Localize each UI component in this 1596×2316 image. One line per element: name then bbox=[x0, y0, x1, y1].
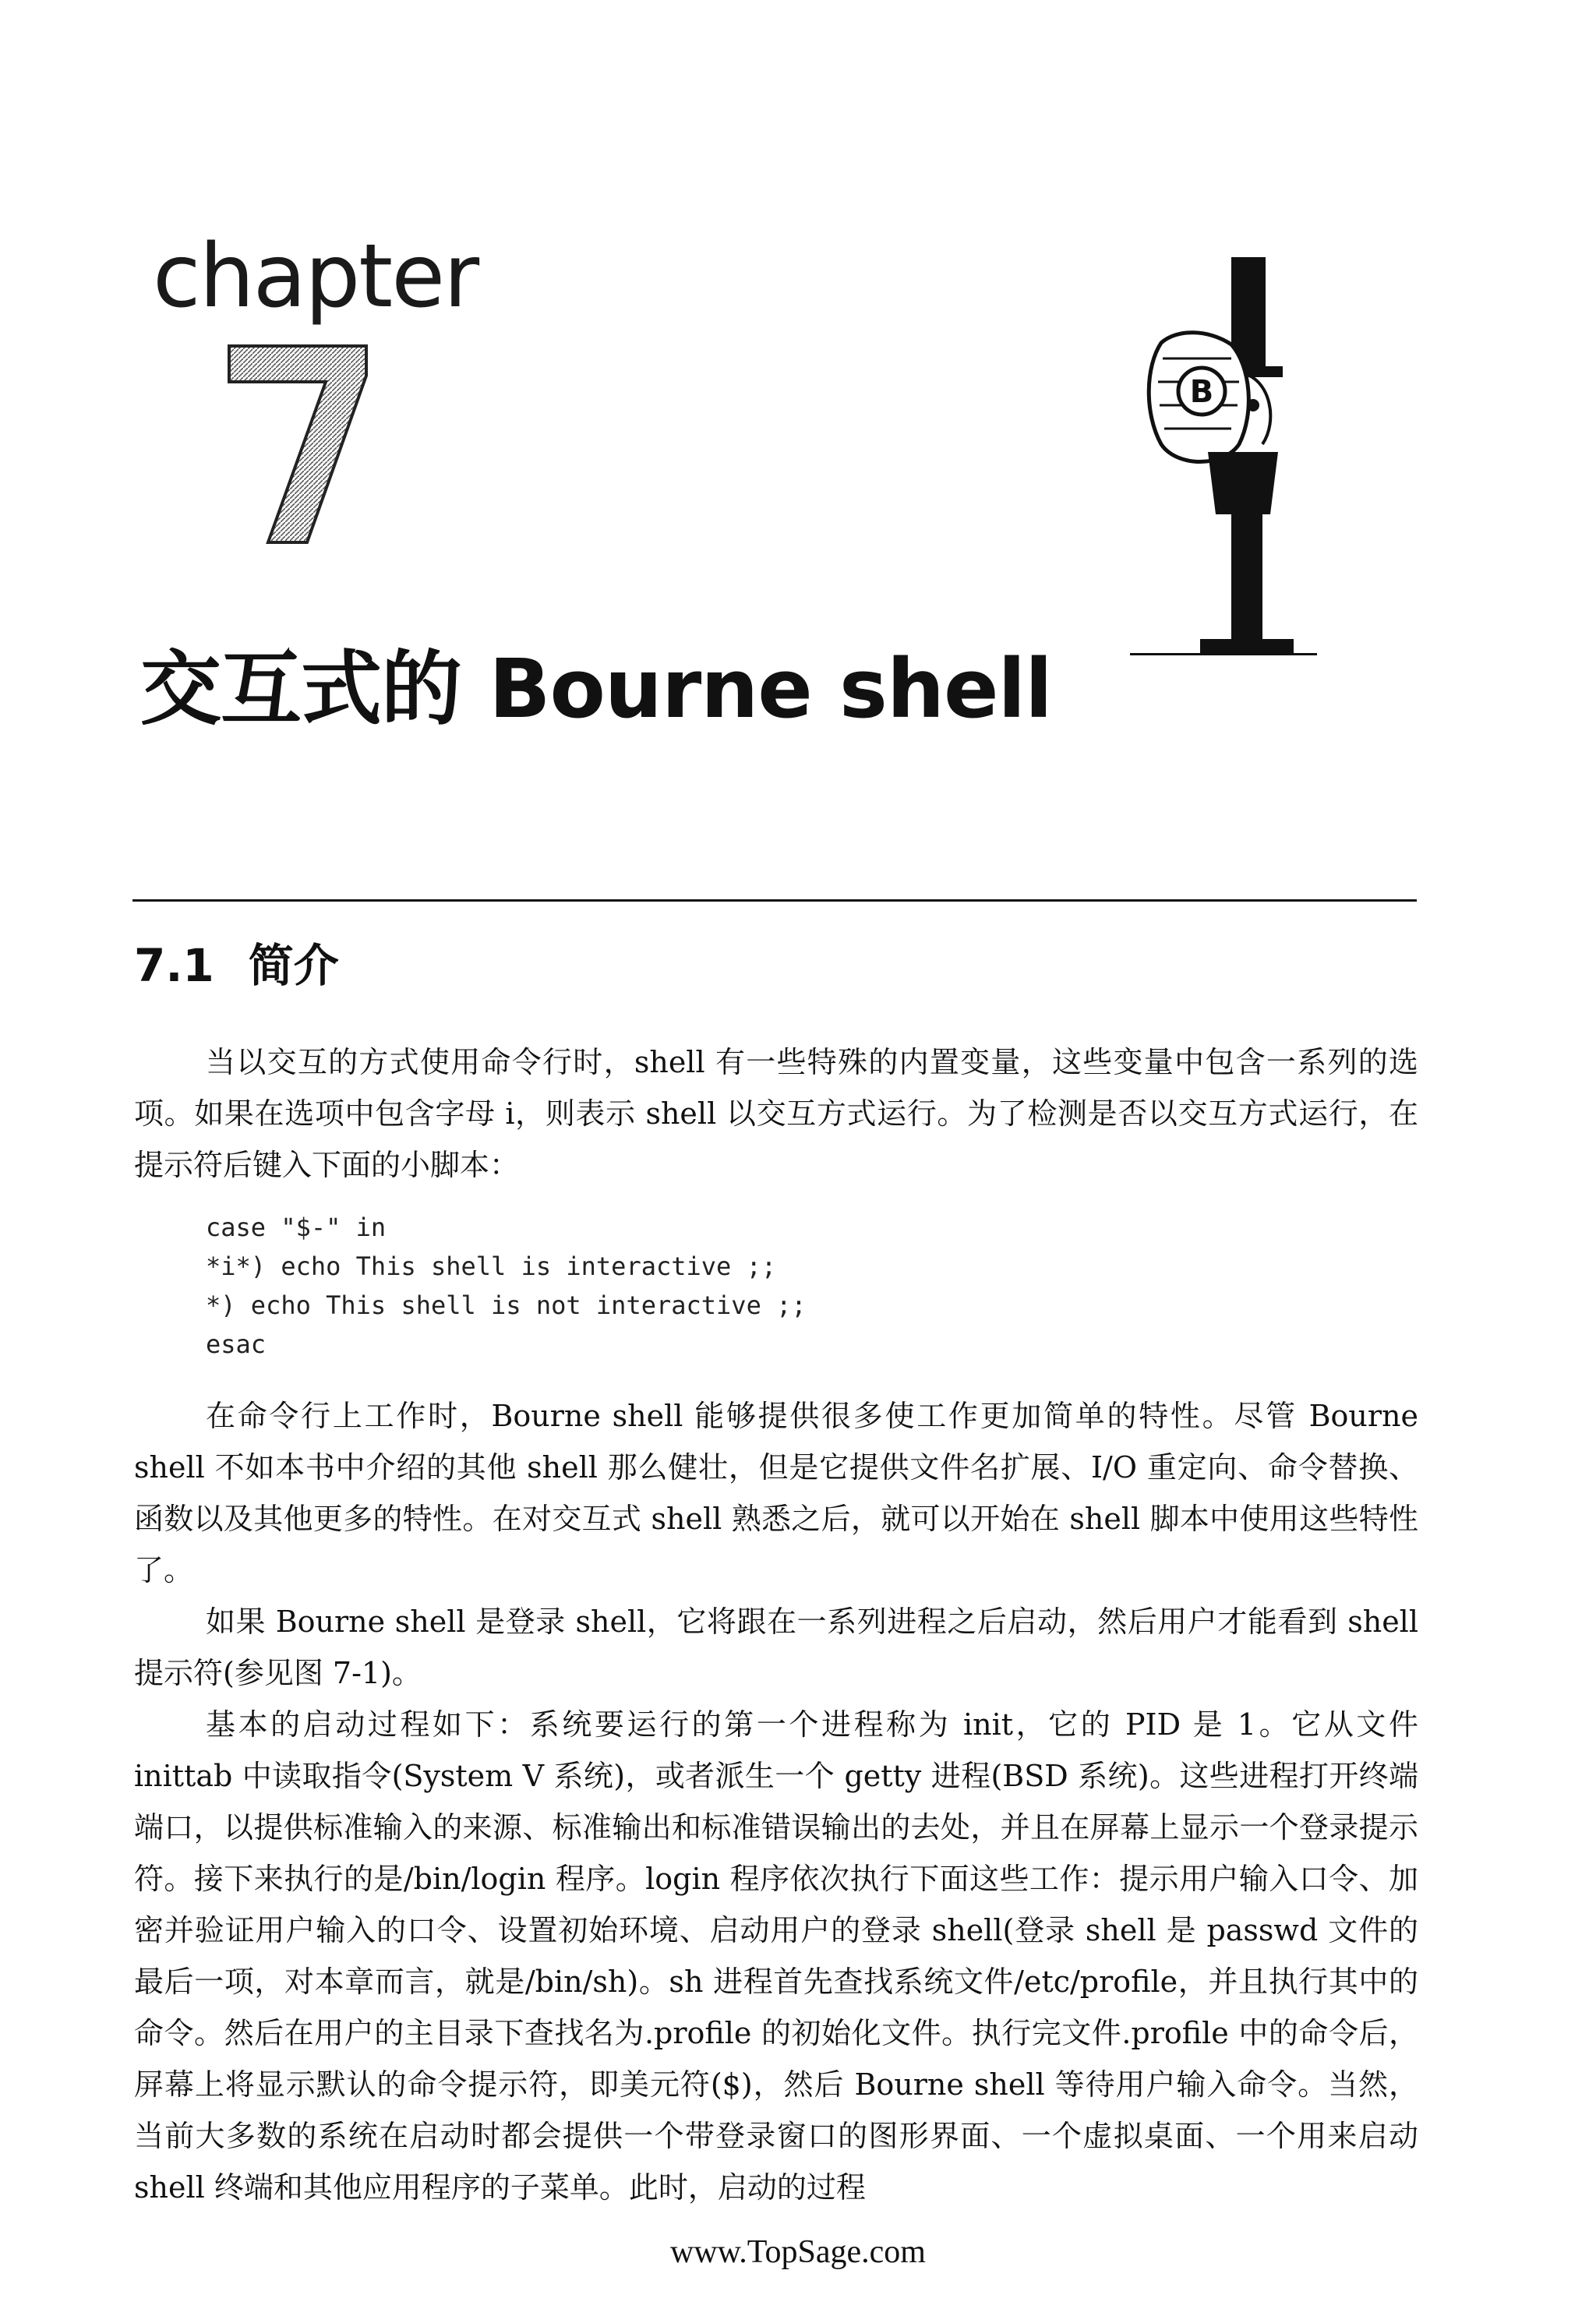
section-title: 简介 bbox=[248, 939, 339, 992]
mascot-badge-letter: B bbox=[1189, 374, 1214, 410]
section-number: 7.1 bbox=[134, 939, 214, 992]
chapter-title: 交互式的 Bourne shell bbox=[140, 641, 1052, 736]
chapter-label: chapter bbox=[153, 226, 478, 327]
paragraph-startup: 基本的启动过程如下：系统要运行的第一个进程称为 init，它的 PID 是 1。它从文件 inittab 中读取指令(System V 系统)，或者派生一个 getty 进程(BSD 系统)。这些进程打开终端端口，以提供标准输入的来源、标准输出和标准错误输出的去处，并且在屏幕上显示一个登录提示符。接下来执行的是/bin/login 程序。login 程序依次执行下面这些工作：提示用户输入口令、加密并验证用户输入的口令、设置初始环境、启动用户的登录 shell(登录 shell 是 passwd 文件的最后一项，对本章而言，就是/bin/sh)。sh 进程首先查找系统文件/etc/profile，并且执行其中的命令。然后在用户的主目录下查找名为.profile 的初始化文件。执行完文件.profile 中的命令后，屏幕上将显示默认的命令提示符，即美元符($)，然后 Bourne shell 等待用户输入命令。当然，当前大多数的系统在启动时都会提供一个带登录窗口的图形界面、一个虚拟桌面、一个用来启动 shell 终端和其他应用程序的子菜单。此时，启动的过程 bbox=[134, 1707, 1418, 2205]
section-heading bbox=[134, 929, 339, 994]
paragraph-login-shell: 如果 Bourne shell 是登录 shell，它将跟在一系列进程之后启动，然后用户才能看到 shell 提示符(参见图 7-1)。 bbox=[134, 1605, 1418, 1690]
paragraph-intro: 当以交互的方式使用命令行时，shell 有一些特殊的内置变量，这些变量中包含一系列的选项。如果在选项中包含字母 i，则表示 shell 以交互方式运行。为了检测是否以交互方式运行，在提示符后键入下面的小脚本： bbox=[134, 1045, 1418, 1182]
paragraph-features: 在命令行上工作时，Bourne shell 能够提供很多使工作更加简单的特性。尽管 Bourne shell 不如本书中介绍的其他 shell 那么健壮，但是它提供文件名扩展、I/O 重定向、命令替换、函数以及其他更多的特性。在对交互式 shell 熟悉之后，就可以开始在 shell 脚本中使用这些特性了。 bbox=[134, 1399, 1418, 1587]
code-block: case "$-" in *i*) echo This shell is interactive ;; *) echo This shell is not interactive ;; esac bbox=[206, 1213, 807, 1359]
chapter-number-seven bbox=[220, 335, 376, 553]
section-divider bbox=[132, 899, 1417, 902]
bourne-mascot-illustration bbox=[1114, 257, 1333, 678]
footer-url: www.TopSage.com bbox=[670, 2234, 926, 2270]
